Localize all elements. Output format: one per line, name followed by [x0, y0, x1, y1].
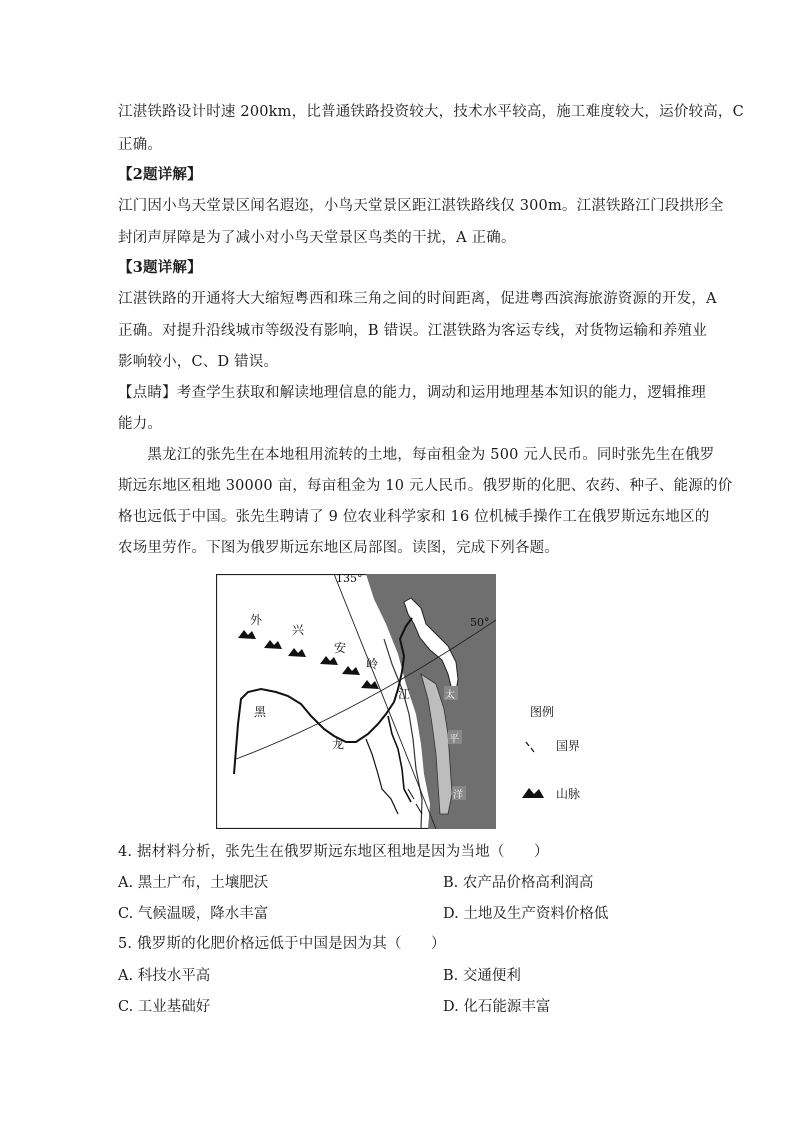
option-d[interactable]: D. 化石能源丰富	[443, 999, 551, 1015]
option-d[interactable]: D. 土地及生产资料价格低	[443, 906, 609, 922]
option-a[interactable]: A. 黑土广布，土壤肥沃	[118, 875, 269, 891]
mountain-icon	[522, 788, 544, 798]
text-line: 江湛铁路的开通将大大缩短粤西和珠三角之间的时间距离，促进粤西滨海旅游资源的开发，A	[118, 291, 717, 307]
map-label: 黑	[254, 705, 267, 719]
text-line: 正确。	[118, 137, 163, 153]
sea-label: 洋	[453, 790, 463, 801]
text-line: 黑龙江的张先生在本地租用流转的土地，每亩租金为 500 元人民币。同时张先生在俄罗	[118, 447, 715, 463]
option-c[interactable]: C. 工业基础好	[118, 999, 211, 1015]
section-heading: 【3题详解】	[118, 259, 202, 276]
far-east-map	[216, 574, 496, 829]
text-line: 江门因小鸟天堂景区闻名遐迩，小鸟天堂景区距江湛铁路线仅 300m。江湛铁路江门段拱形全	[118, 198, 724, 214]
option-b[interactable]: B. 交通便利	[443, 968, 521, 984]
lat-label: 50°	[470, 616, 490, 629]
option-a[interactable]: A. 科技水平高	[118, 968, 211, 984]
text-line: 斯远东地区租地 30000 亩，每亩租金为 10 元人民币。俄罗斯的化肥、农药、种子、能源的价	[118, 478, 733, 494]
text-line: 能力。	[118, 416, 163, 432]
option-c[interactable]: C. 气候温暖，降水丰富	[118, 906, 269, 922]
map-legend	[516, 700, 616, 810]
text-line: 封闭声屏障是为了减小对小鸟天堂景区鸟类的干扰，A 正确。	[118, 230, 516, 246]
text-line: 影响较小，C、D 错误。	[118, 354, 279, 370]
legend-label: 国界	[556, 739, 581, 753]
sea-label: 平	[449, 734, 459, 745]
map-label: 龙	[332, 737, 345, 751]
question-stem: 5. 俄罗斯的化肥价格远低于中国是因为其（ ）	[118, 936, 446, 952]
legend-title: 图例	[530, 705, 555, 719]
text-line: 【点睛】考查学生获取和解读地理信息的能力，调动和运用地理基本知识的能力，逻辑推理	[118, 385, 706, 401]
map-label: 安	[334, 641, 347, 655]
option-b[interactable]: B. 农产品价格高利润高	[443, 875, 594, 891]
text-line: 正确。对提升沿线城市等级没有影响，B 错误。江湛铁路为客运专线，对货物运输和养殖业	[118, 323, 707, 339]
text-line: 江湛铁路设计时速 200km，比普通铁路投资较大，技术水平较高，施工难度较大，运价较高，C	[118, 104, 744, 120]
text-line: 农场里劳作。下图为俄罗斯远东地区局部图。读图，完成下列各题。	[118, 540, 559, 556]
section-heading: 【2题详解】	[118, 166, 202, 183]
map-label: 兴	[292, 623, 305, 637]
text-line: 格也远低于中国。张先生聘请了 9 位农业科学家和 16 位机械手操作工在俄罗斯远东地区的	[118, 509, 710, 525]
map-label: 江	[398, 687, 411, 701]
sea-label: 太	[445, 690, 455, 701]
lon-label: 135°	[336, 574, 363, 585]
legend-label: 山脉	[556, 787, 581, 801]
border-line-icon	[526, 742, 534, 752]
map-label: 外	[250, 613, 263, 627]
question-stem: 4. 据材料分析，张先生在俄罗斯远东地区租地是因为当地（ ）	[118, 844, 549, 860]
map-label: 岭	[366, 657, 379, 671]
